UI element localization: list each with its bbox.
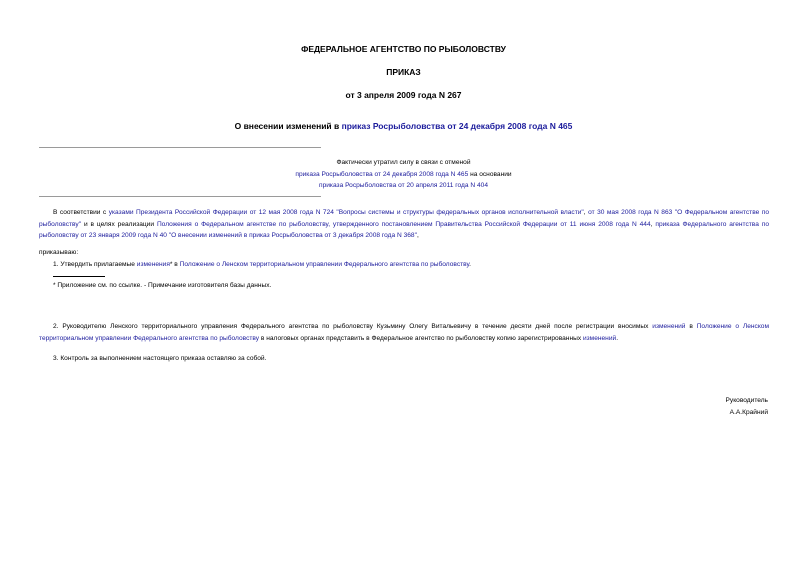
item-1-text: 1. Утвердить прилагаемые (53, 261, 137, 268)
preamble-text: и в целях реализации (81, 220, 157, 228)
signature-name: А.А.Крайний (729, 408, 768, 416)
subject-prefix: О внесении изменений в (234, 121, 342, 131)
item-2-text: . (616, 334, 619, 342)
item-2-text: в налоговых органах представить в Федеральное агентство по рыболовству копию зарегистрированных (259, 334, 583, 342)
document-subject (0, 121, 807, 131)
signature-block (726, 395, 768, 418)
lena-regulation-link[interactable]: Положение о Ленском территориальном управлении Федерального агентства по рыболовству (39, 323, 769, 342)
document-type: ПРИКАЗ (386, 67, 421, 77)
footnote: * Приложение см. по ссылке. - Примечание изготовителя базы данных. (53, 282, 272, 289)
preamble-text: , (416, 232, 419, 239)
decree-863-link[interactable]: от 30 мая 2008 года N 863 "О Федеральном агентстве по рыболовству" (39, 209, 770, 228)
status-cancel-link[interactable]: приказа Росрыболовства от 24 декабря 2008 года N 465 (295, 170, 469, 178)
changes-link[interactable]: изменений (652, 323, 686, 330)
order-40-link[interactable]: приказа Федерального агентства по рыболовству от 23 января 2009 года N 40 "О внесении изменений в приказ Росрыболовства от 3 декабря 2008 года N 368" (39, 220, 770, 239)
status-line-1: Фактически утратил силу в связи с отменой (336, 159, 471, 166)
status-note (0, 157, 807, 192)
document-date-number: от 3 апреля 2009 года N 267 (345, 90, 462, 100)
order-word: приказываю: (39, 249, 79, 256)
item-2-text: 2. Руководителю Ленского территориального управления Федерального агентства по рыболовству Кузьмину Олегу Витальевичу в течение десяти дней после регистрации вносимых (53, 323, 653, 330)
regulation-444-link[interactable]: Положения о Федеральном агентстве по рыболовству, утвержденного постановлением Правительства Российской Федерации от 11 июня 2008 года N 444 (156, 220, 651, 228)
status-line-2-suffix: на основании (468, 170, 512, 178)
lena-regulation-link[interactable]: Положение о Ленском территориальном управлении Федерального агентства по рыболовству (179, 261, 470, 268)
decree-724-link[interactable]: указами Президента Российской Федерации от 12 мая 2008 года N 724 "Вопросы системы и структуры федеральных органов исполнительной власти" (108, 209, 584, 216)
item-3: 3. Контроль за выполнением настоящего приказа оставляю за собой. (53, 355, 267, 362)
preamble-text: , (650, 220, 656, 228)
footnote-rule (53, 276, 105, 277)
changes-link[interactable]: изменений (582, 334, 617, 342)
preamble-paragraph (39, 207, 769, 242)
status-basis-link[interactable]: приказа Росрыболовства от 20 апреля 2011 года N 404 (319, 182, 488, 189)
item-1 (39, 259, 769, 271)
signature-title: Руководитель (725, 397, 768, 404)
changes-link[interactable]: изменения (136, 261, 170, 268)
status-line-2 (0, 169, 807, 181)
status-line-3 (0, 180, 807, 192)
item-1-text: . (469, 261, 471, 268)
status-bottom-rule (39, 196, 321, 197)
agency-title: ФЕДЕРАЛЬНОЕ АГЕНТСТВО ПО РЫБОЛОВСТВУ (301, 44, 506, 54)
preamble-text: В соответствии с (53, 209, 109, 216)
subject-link[interactable]: приказ Росрыболовства от 24 декабря 2008 года N 465 (341, 121, 573, 131)
item-2 (39, 321, 769, 344)
item-2-text: в (685, 323, 697, 330)
preamble-text: , (583, 209, 589, 216)
status-top-rule (39, 147, 321, 148)
item-1-text: * в (169, 261, 180, 268)
